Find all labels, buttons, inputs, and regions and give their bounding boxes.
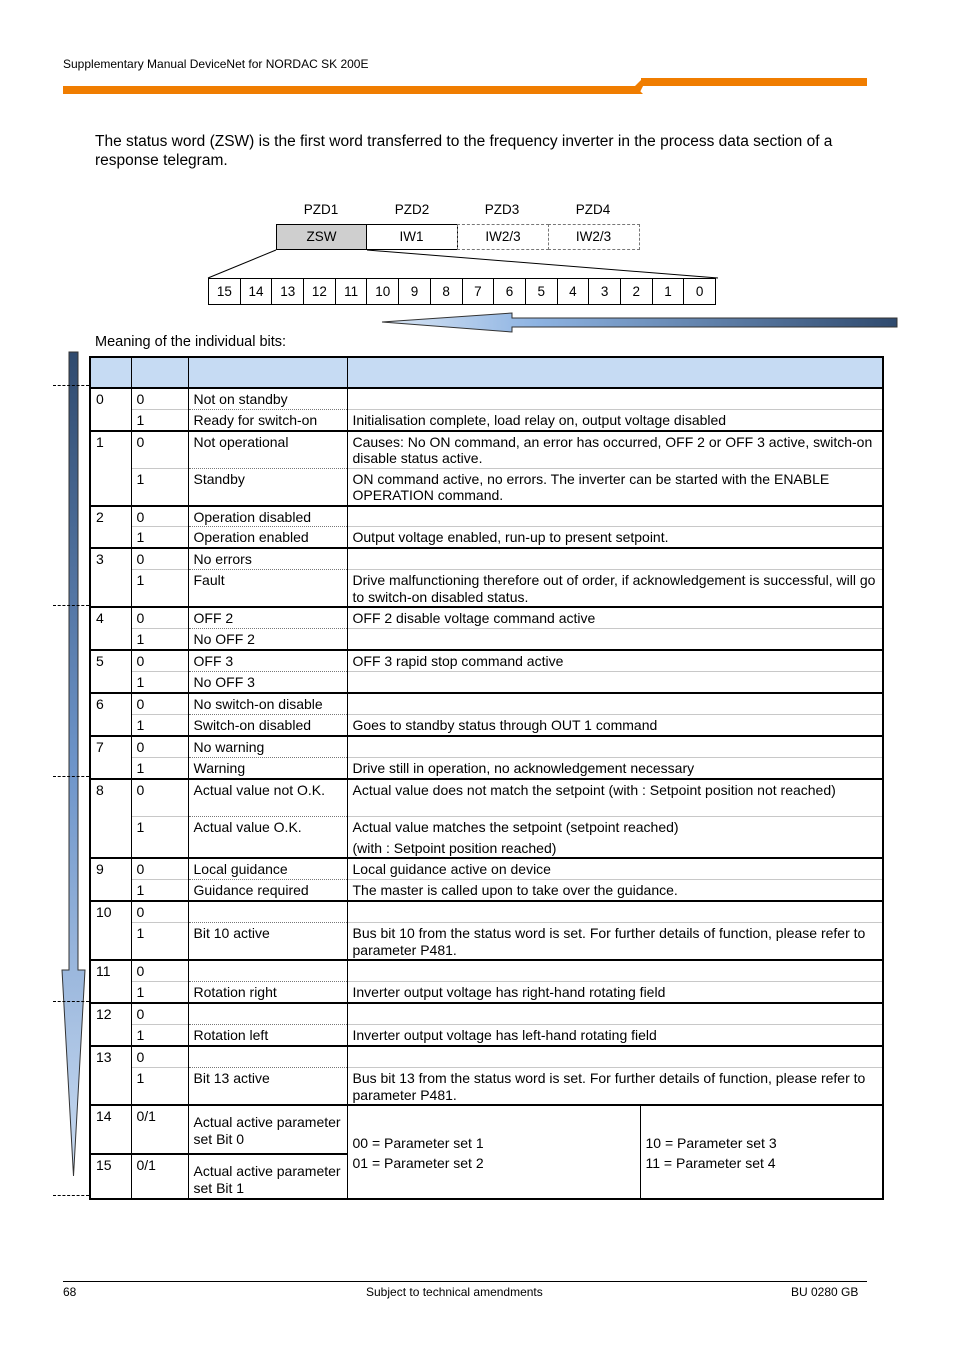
table-row xyxy=(90,468,883,506)
bit-value-cell: 0 xyxy=(131,388,188,409)
page-number: 68 xyxy=(63,1285,77,1299)
description-text: Bus bit 10 from the status word is set. For further details of function, please refer to parameter P481. xyxy=(352,925,866,958)
table-row xyxy=(90,527,883,549)
description-cell xyxy=(347,527,883,549)
description-cell xyxy=(347,817,883,859)
state-cell: Operation enabled xyxy=(188,527,347,549)
intro-paragraph: The status word (ZSW) is the first word transferred to the frequency inverter in the process data section of a response telegram. xyxy=(95,133,833,169)
parameter-set-text: 00 = Parameter set 1 xyxy=(352,1134,484,1151)
bit-value-cell: 1 xyxy=(131,923,188,961)
table-row xyxy=(90,923,883,961)
parameter-set-text: 10 = Parameter set 3 xyxy=(645,1134,777,1151)
bit-number-cell: 5 xyxy=(90,650,131,693)
side-mark xyxy=(53,385,89,386)
description-cell xyxy=(347,672,883,694)
description-text: ON command active, no errors. The inverter can be started with the ENABLE OPERATION command. xyxy=(352,470,830,503)
footer-note: Subject to technical amendments xyxy=(366,1285,543,1299)
description-cell xyxy=(347,388,883,409)
state-cell: Standby xyxy=(188,468,347,506)
bit-value-cell: 0 xyxy=(131,736,188,758)
state-cell: Ready for switch-on xyxy=(188,409,347,431)
bit-cell: 10 xyxy=(366,279,398,304)
table-row xyxy=(90,672,883,694)
bit-cell: 4 xyxy=(557,279,589,304)
table-row xyxy=(90,880,883,902)
bit-value-cell: 0/1 xyxy=(131,1105,188,1154)
description-text: Actual value does not match the setpoint (with : Setpoint position not reached) xyxy=(352,782,836,798)
bit-cell: 8 xyxy=(430,279,462,304)
description-cell xyxy=(347,607,883,629)
bit-value-cell: 1 xyxy=(131,817,188,859)
bit-value-cell: 0 xyxy=(131,650,188,672)
description-text: Local guidance active on device xyxy=(352,861,551,877)
description-cell xyxy=(347,736,883,758)
bit-number-cell: 4 xyxy=(90,607,131,650)
bit-value-cell: 1 xyxy=(131,409,188,431)
side-mark xyxy=(53,776,89,777)
bit-number-cell: 9 xyxy=(90,858,131,901)
table-row xyxy=(90,1105,883,1154)
state-cell: Actual active parameter set Bit 0 xyxy=(188,1105,347,1154)
state-cell: Actual active parameter set Bit 1 xyxy=(188,1154,347,1199)
table-row xyxy=(90,1046,883,1068)
bit-number-cell: 15 xyxy=(90,1154,131,1199)
bit-value-cell: 1 xyxy=(131,570,188,608)
bit-cell: 11 xyxy=(335,279,367,304)
table-row xyxy=(90,736,883,758)
bit-value-cell: 0 xyxy=(131,548,188,570)
state-cell xyxy=(188,1046,347,1068)
bit-number-cell: 14 xyxy=(90,1105,131,1154)
description-cell xyxy=(347,923,883,961)
table-row xyxy=(90,901,883,923)
pzd-label: PZD4 xyxy=(575,202,611,217)
bit-number-cell: 3 xyxy=(90,548,131,607)
bit-value-cell: 0 xyxy=(131,431,188,469)
state-cell: Actual value O.K. xyxy=(188,817,347,859)
description-text: Causes: No ON command, an error has occurred, OFF 2 or OFF 3 active, switch-on disable status active. xyxy=(352,433,873,466)
header-orange-bar xyxy=(63,78,867,94)
description-cell xyxy=(347,468,883,506)
state-cell: Operation disabled xyxy=(188,506,347,527)
description-text: Bus bit 13 from the status word is set. For further details of function, please refer to parameter P481. xyxy=(352,1070,866,1103)
bit-cell: 13 xyxy=(271,279,303,304)
bit-cell: 6 xyxy=(493,279,525,304)
table-row xyxy=(90,779,883,817)
table-row xyxy=(90,607,883,629)
description-cell xyxy=(347,1068,883,1106)
table-header-cell xyxy=(188,357,347,388)
side-mark xyxy=(53,1195,89,1196)
header-title: Supplementary Manual DeviceNet for NORDAC SK 200E xyxy=(63,57,369,71)
state-cell: Switch-on disabled xyxy=(188,715,347,737)
description-cell xyxy=(347,629,883,651)
description-cell xyxy=(347,548,883,570)
description-text: Inverter output voltage has right-hand rotating field xyxy=(352,984,666,1000)
state-cell: Warning xyxy=(188,758,347,780)
bit-number-cell: 10 xyxy=(90,901,131,960)
description-cell xyxy=(347,570,883,608)
left-arrow-icon xyxy=(380,312,900,334)
description-cell xyxy=(347,1046,883,1068)
description-cell xyxy=(347,1025,883,1047)
table-header-cell xyxy=(131,357,188,388)
bit-value-cell: 1 xyxy=(131,758,188,780)
state-cell xyxy=(188,901,347,923)
description-cell xyxy=(347,1003,883,1025)
description-text: The master is called upon to take over the guidance. xyxy=(352,882,678,898)
pzd-box-iw1: IW1 xyxy=(366,224,458,250)
footer-rule xyxy=(63,1281,867,1282)
description-cell xyxy=(347,960,883,982)
description-cell xyxy=(347,409,883,431)
state-cell: Rotation left xyxy=(188,1025,347,1047)
pzd-label: PZD3 xyxy=(484,202,520,217)
description-cell xyxy=(347,779,883,817)
table-row xyxy=(90,693,883,715)
bit-cell: 3 xyxy=(588,279,620,304)
description-cell xyxy=(347,901,883,923)
description-text: Goes to standby status through OUT 1 command xyxy=(352,717,658,733)
description-cell xyxy=(347,650,883,672)
bit-value-cell: 0 xyxy=(131,858,188,880)
description-cell xyxy=(347,858,883,880)
bit-value-cell: 1 xyxy=(131,1068,188,1106)
table-row xyxy=(90,431,883,469)
table-row xyxy=(90,1068,883,1106)
bit-number-cell: 1 xyxy=(90,431,131,506)
table-row xyxy=(90,960,883,982)
state-cell: No OFF 2 xyxy=(188,629,347,651)
description-text: Actual value matches the setpoint (setpoint reached) xyxy=(352,819,679,835)
pzd-label: PZD1 xyxy=(303,202,339,217)
bit-cell: 12 xyxy=(303,279,335,304)
bit-value-cell: 0 xyxy=(131,607,188,629)
state-cell: Actual value not O.K. xyxy=(188,779,347,817)
bit-value-cell: 0 xyxy=(131,506,188,527)
bit-value-cell: 0/1 xyxy=(131,1154,188,1199)
bit-number-cell: 13 xyxy=(90,1046,131,1105)
description-text: OFF 3 rapid stop command active xyxy=(352,653,564,669)
state-cell xyxy=(188,1003,347,1025)
bit-number-cell: 11 xyxy=(90,960,131,1003)
table-row xyxy=(90,817,883,859)
table-header-cell xyxy=(90,357,131,388)
expansion-lines xyxy=(200,248,730,280)
bit-number-cell: 8 xyxy=(90,779,131,858)
description-text: Drive still in operation, no acknowledgement necessary xyxy=(352,760,695,776)
bit-value-cell: 0 xyxy=(131,779,188,817)
table-row xyxy=(90,1025,883,1047)
bit-value-cell: 0 xyxy=(131,1046,188,1068)
bit-value-cell: 1 xyxy=(131,468,188,506)
bit-cell: 15 xyxy=(216,284,232,299)
status-bits-table xyxy=(89,356,884,1200)
meaning-label: Meaning of the individual bits: xyxy=(95,334,287,350)
parameter-set-cell xyxy=(640,1105,883,1199)
state-cell: Bit 10 active xyxy=(188,923,347,961)
table-row xyxy=(90,388,883,409)
state-cell: OFF 3 xyxy=(188,650,347,672)
description-text: OFF 2 disable voltage command active xyxy=(352,610,596,626)
description-cell xyxy=(347,693,883,715)
bit-cell: 9 xyxy=(398,279,430,304)
pzd-label: PZD2 xyxy=(394,202,430,217)
bit-value-cell: 1 xyxy=(131,1025,188,1047)
table-row xyxy=(90,1003,883,1025)
table-row xyxy=(90,982,883,1004)
table-header-cell xyxy=(347,357,883,388)
description-cell xyxy=(347,506,883,527)
state-cell: Bit 13 active xyxy=(188,1068,347,1106)
table-row xyxy=(90,506,883,527)
description-cell xyxy=(347,982,883,1004)
bit-cell: 2 xyxy=(620,279,652,304)
parameter-set-cell xyxy=(347,1105,640,1199)
bit-number-cell: 2 xyxy=(90,506,131,549)
table-row xyxy=(90,758,883,780)
pzd-box-iw2-3: IW2/3 xyxy=(457,224,549,250)
bit-value-cell: 0 xyxy=(131,901,188,923)
description-text: Initialisation complete, load relay on, output voltage disabled xyxy=(352,411,727,428)
bit-value-cell: 1 xyxy=(131,672,188,694)
description-text: (with : Setpoint position reached) xyxy=(352,839,557,856)
pzd-box-zsw: ZSW xyxy=(276,224,367,250)
bit-value-cell: 1 xyxy=(131,982,188,1004)
state-cell: Not operational xyxy=(188,431,347,469)
state-cell xyxy=(188,960,347,982)
table-row xyxy=(90,548,883,570)
bits-row xyxy=(208,278,716,305)
table-row xyxy=(90,570,883,608)
description-cell xyxy=(347,431,883,469)
bit-cell: 1 xyxy=(652,279,684,304)
table-header-row xyxy=(90,357,883,388)
bit-number-cell: 6 xyxy=(90,693,131,736)
table-row xyxy=(90,650,883,672)
bit-number-cell: 12 xyxy=(90,1003,131,1046)
bit-value-cell: 1 xyxy=(131,880,188,902)
bit-cell: 7 xyxy=(462,279,494,304)
bit-cell: 14 xyxy=(240,279,272,304)
description-cell xyxy=(347,758,883,780)
state-cell: No warning xyxy=(188,736,347,758)
table-row xyxy=(90,409,883,431)
state-cell: No errors xyxy=(188,548,347,570)
state-cell: Rotation right xyxy=(188,982,347,1004)
side-mark xyxy=(53,605,89,606)
bit-value-cell: 0 xyxy=(131,1003,188,1025)
side-mark xyxy=(53,1001,89,1002)
state-cell: Not on standby xyxy=(188,388,347,409)
state-cell: No switch-on disable xyxy=(188,693,347,715)
state-cell: Guidance required xyxy=(188,880,347,902)
state-cell: OFF 2 xyxy=(188,607,347,629)
bit-cell: 0 xyxy=(683,279,715,304)
description-cell xyxy=(347,880,883,902)
down-arrow-icon xyxy=(60,350,88,1180)
bit-cell: 5 xyxy=(525,279,557,304)
parameter-set-text: 11 = Parameter set 4 xyxy=(645,1154,776,1171)
parameter-set-text: 01 = Parameter set 2 xyxy=(352,1154,484,1171)
table-row xyxy=(90,629,883,651)
bit-value-cell: 1 xyxy=(131,629,188,651)
description-text: Output voltage enabled, run-up to present setpoint. xyxy=(352,529,669,545)
bit-value-cell: 0 xyxy=(131,960,188,982)
state-cell: No OFF 3 xyxy=(188,672,347,694)
bit-number-cell: 0 xyxy=(90,388,131,431)
description-cell xyxy=(347,715,883,737)
state-cell: Local guidance xyxy=(188,858,347,880)
bit-value-cell: 1 xyxy=(131,715,188,737)
table-row xyxy=(90,858,883,880)
document-code: BU 0280 GB xyxy=(791,1285,859,1299)
state-cell: Fault xyxy=(188,570,347,608)
bit-value-cell: 0 xyxy=(131,693,188,715)
bit-number-cell: 7 xyxy=(90,736,131,779)
pzd-box-iw2-3: IW2/3 xyxy=(548,224,640,250)
description-text: Drive malfunctioning therefore out of order, if acknowledgement is successful, will go to switch-on disabled status. xyxy=(352,572,876,605)
bit-value-cell: 1 xyxy=(131,527,188,549)
description-text: Inverter output voltage has left-hand rotating field xyxy=(352,1027,657,1043)
table-row xyxy=(90,715,883,737)
